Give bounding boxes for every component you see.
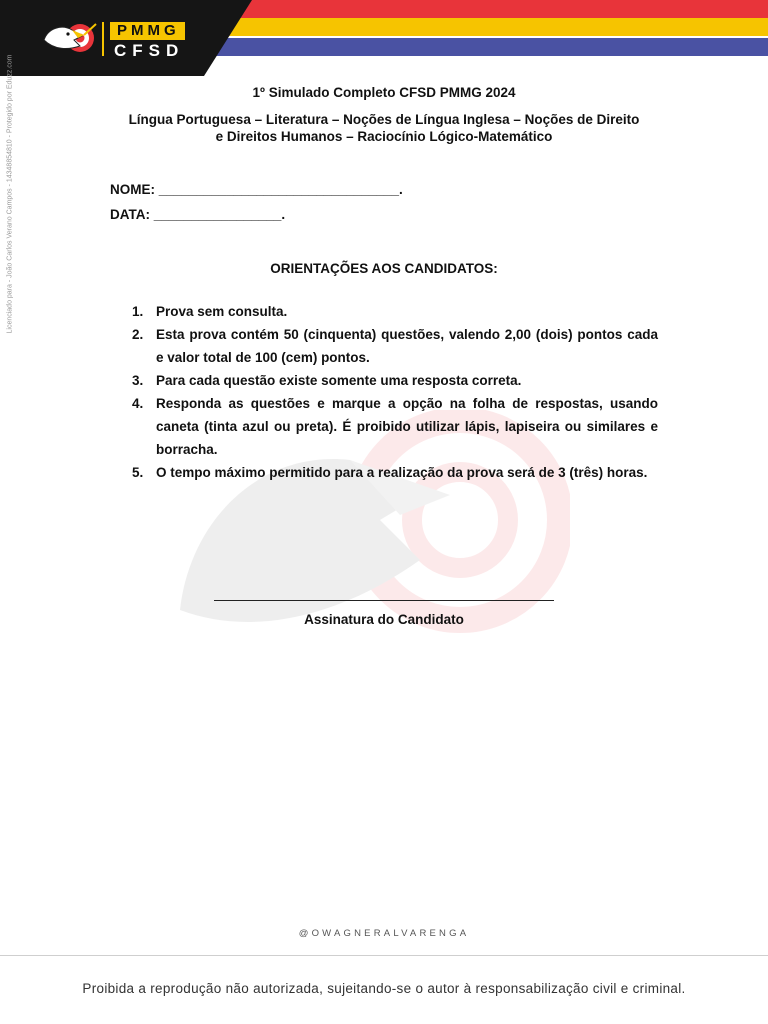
- rule-text: O tempo máximo permitido para a realização da prova será de 3 (três) horas.: [156, 465, 648, 480]
- date-field: DATA: _________________.: [110, 207, 286, 222]
- eagle-target-icon: [40, 18, 98, 58]
- header-banner: [0, 0, 768, 86]
- logo-cfsd: CFSD: [114, 41, 185, 60]
- rule-text: Para cada questão existe somente uma resposta correta.: [156, 373, 522, 388]
- author-handle: @OWAGNERALVARENGA: [298, 928, 470, 939]
- rule-number: 3.: [132, 373, 144, 388]
- logo-pmmg: PMMG: [110, 22, 185, 40]
- rule-item: [132, 369, 658, 392]
- rule-item: [132, 323, 658, 369]
- rule-item: [132, 300, 658, 323]
- logo: [110, 22, 185, 60]
- signature-line: [214, 600, 554, 601]
- rule-item: [132, 461, 658, 484]
- rule-item: [132, 392, 658, 461]
- subjects-line-2: e Direitos Humanos – Raciocínio Lógico-Matemático: [215, 129, 553, 144]
- copyright-notice: Proibida a reprodução não autorizada, sujeitando-se o autor à responsabilização civil e criminal.: [82, 981, 686, 996]
- orientations-heading: ORIENTAÇÕES AOS CANDIDATOS:: [270, 261, 498, 276]
- exam-title: 1º Simulado Completo CFSD PMMG 2024: [252, 85, 516, 100]
- subjects-line-1: Língua Portuguesa – Literatura – Noções de Língua Inglesa – Noções de Direito: [128, 112, 640, 127]
- rule-text: Responda as questões e marque a opção na folha de respostas, usando caneta (tinta azul ou preta). É proibido utilizar lápis, lapiseira ou similares e borracha.: [156, 396, 658, 457]
- exam-subjects: [110, 111, 658, 145]
- logo-divider: [102, 22, 104, 56]
- license-note: Licenciado para - João Carlos Verano Campos - 14348854810 - Protegido por Eduzz.com: [6, 54, 14, 334]
- rule-number: 5.: [132, 465, 144, 480]
- name-field: NOME: ________________________________.: [110, 182, 403, 197]
- rule-text: Esta prova contém 50 (cinquenta) questões, valendo 2,00 (dois) pontos cada e valor total de 100 (cem) pontos.: [156, 327, 658, 365]
- rule-text: Prova sem consulta.: [156, 304, 288, 319]
- rule-number: 2.: [132, 327, 144, 342]
- rule-number: 1.: [132, 304, 144, 319]
- rule-number: 4.: [132, 396, 144, 411]
- signature-label: Assinatura do Candidato: [304, 612, 464, 627]
- footer-divider: [0, 955, 768, 956]
- rules-list: [132, 300, 658, 484]
